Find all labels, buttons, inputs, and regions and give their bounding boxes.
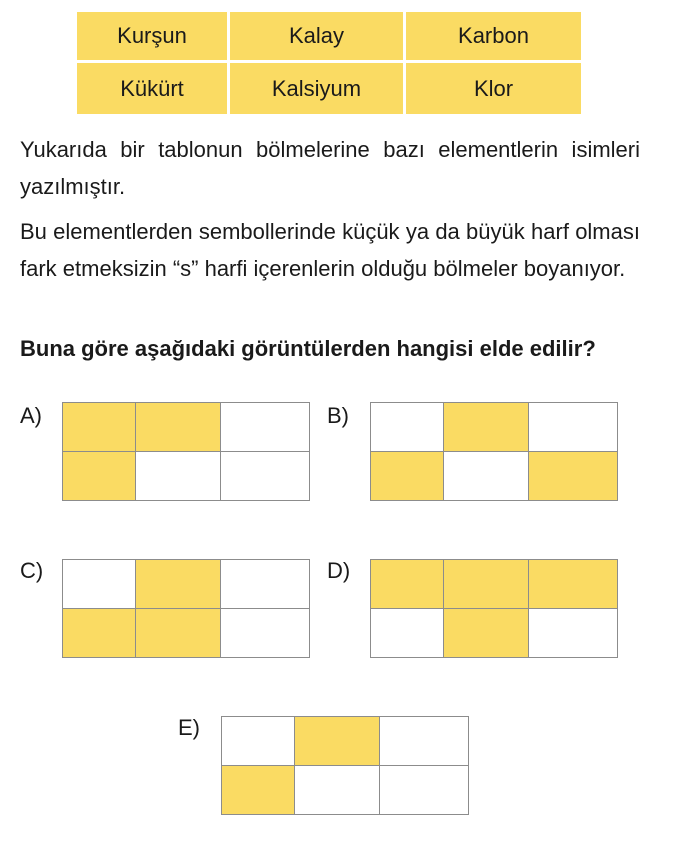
empty-cell [63, 560, 136, 609]
shaded-cell [63, 452, 136, 501]
option-b-label: B) [327, 403, 349, 428]
element-cell: Kalsiyum [230, 63, 406, 114]
empty-cell [221, 560, 309, 609]
empty-cell [222, 717, 295, 766]
empty-cell [444, 452, 529, 501]
elements-table [77, 12, 581, 114]
empty-cell [380, 766, 468, 815]
empty-cell [221, 403, 309, 452]
empty-cell [371, 403, 444, 452]
empty-cell [380, 717, 468, 766]
option-c-grid[interactable] [62, 559, 310, 658]
empty-cell [529, 403, 617, 452]
option-e-grid[interactable] [221, 716, 469, 815]
intro-text: Yukarıda bir tablonun bölmelerine bazı elementlerin isimleri yazılmıştır. [20, 137, 640, 199]
element-cell: Klor [406, 63, 581, 114]
element-cell: Kükürt [77, 63, 230, 114]
element-cell: Kalay [230, 12, 406, 63]
shaded-cell [136, 609, 221, 658]
shaded-cell [529, 560, 617, 609]
empty-cell [371, 609, 444, 658]
option-c-label: C) [20, 558, 44, 583]
shaded-cell [371, 452, 444, 501]
shaded-cell [136, 560, 221, 609]
shaded-cell [295, 717, 380, 766]
empty-cell [295, 766, 380, 815]
empty-cell [221, 609, 309, 658]
option-a-label: A) [20, 403, 42, 428]
empty-cell [529, 609, 617, 658]
shaded-cell [371, 560, 444, 609]
option-a-grid[interactable] [62, 402, 310, 501]
shaded-cell [529, 452, 617, 501]
empty-cell [221, 452, 309, 501]
option-d-label: D) [327, 558, 351, 583]
option-b-grid[interactable] [370, 402, 618, 501]
element-cell: Karbon [406, 12, 581, 63]
question-text: Buna göre aşağıdaki görüntülerden hangisi elde edilir? [20, 336, 596, 361]
shaded-cell [444, 609, 529, 658]
shaded-cell [63, 403, 136, 452]
shaded-cell [136, 403, 221, 452]
empty-cell [136, 452, 221, 501]
shaded-cell [444, 560, 529, 609]
shaded-cell [444, 403, 529, 452]
shaded-cell [222, 766, 295, 815]
option-e-label: E) [178, 715, 200, 740]
rule-text: Bu elementlerden sembollerinde küçük ya da büyük harf olması fark etmeksizin “s” harfi içerenlerin olduğu bölmeler boyanıyor. [20, 219, 640, 281]
option-d-grid[interactable] [370, 559, 618, 658]
element-cell: Kurşun [77, 12, 230, 63]
shaded-cell [63, 609, 136, 658]
